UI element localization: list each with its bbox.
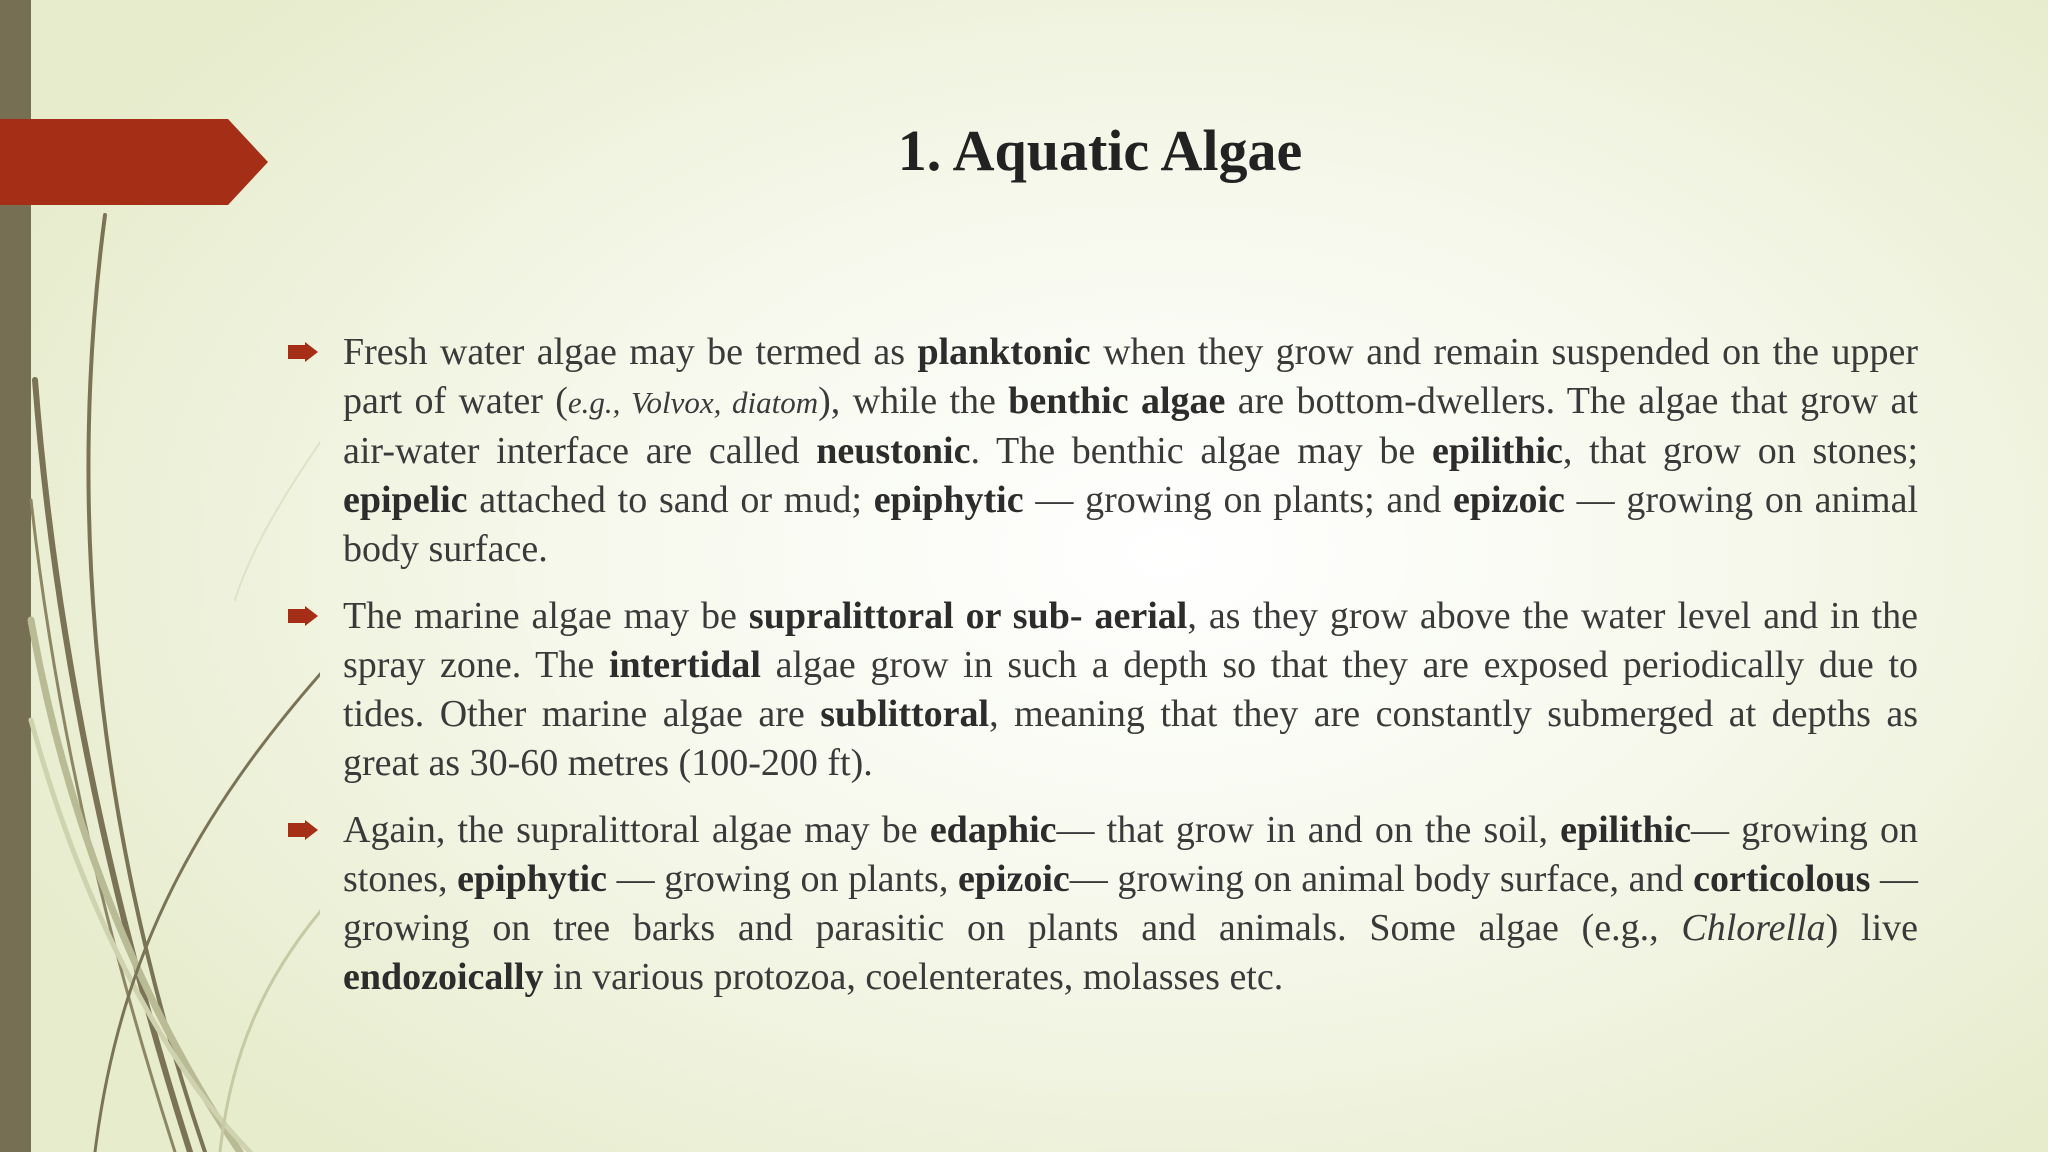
key-term: epiphytic bbox=[457, 858, 608, 900]
text-run: , meaning that they are constantly submerged at depths as great as 30-60 metres (100-200 ft). bbox=[343, 693, 1918, 784]
text-run: , that grow on stones; bbox=[1562, 430, 1918, 472]
text-run: — growing on stones, bbox=[343, 809, 1918, 900]
key-term: supralittoral or sub- aerial bbox=[748, 595, 1188, 637]
bullet-text bbox=[343, 806, 1918, 1002]
arrow-bullet-icon bbox=[288, 820, 318, 840]
key-term: epilithic bbox=[1560, 809, 1692, 851]
text-run: algae grow in such a depth so that they are exposed periodically due to tides. Other marine algae are bbox=[343, 644, 1919, 735]
key-term: epipelic bbox=[343, 479, 468, 521]
bullet-item bbox=[288, 806, 1918, 1002]
key-term: epizoic bbox=[957, 858, 1070, 900]
key-term: benthic algae bbox=[1008, 380, 1226, 422]
text-run: . The benthic algae may be bbox=[970, 430, 1433, 472]
text-run: ) live bbox=[1825, 907, 1918, 949]
bullet-item bbox=[288, 328, 1918, 574]
text-run: in various protozoa, coelenterates, molasses etc. bbox=[543, 956, 1284, 998]
text-run: are bottom-dwellers. The algae that grow at air-water interface are called bbox=[343, 380, 1918, 472]
key-term: endozoically bbox=[343, 956, 544, 998]
key-term: epiphytic bbox=[873, 479, 1024, 521]
bullet-list bbox=[288, 328, 1918, 1020]
text-run: when they grow and remain suspended on the upper part of water ( bbox=[343, 331, 1918, 422]
text-run: ), while the bbox=[818, 380, 1009, 422]
key-term: intertidal bbox=[608, 644, 761, 686]
key-term: epizoic bbox=[1453, 479, 1565, 521]
text-run: — growing on animal body surface. bbox=[343, 479, 1919, 570]
text-run: — growing on tree barks and parasitic on plants and animals. Some algae (e.g., bbox=[343, 858, 1919, 949]
bullet-text bbox=[343, 592, 1918, 788]
text-run: Chlorella bbox=[1681, 907, 1826, 949]
title-accent-tab bbox=[0, 119, 270, 205]
key-term: corticolous bbox=[1693, 858, 1871, 900]
key-term: edaphic bbox=[929, 809, 1057, 851]
key-term: neustonic bbox=[816, 430, 971, 472]
text-run: attached to sand or mud; bbox=[467, 479, 874, 521]
text-run: , as they grow above the water level and in the spray zone. The bbox=[343, 595, 1918, 686]
text-run: — that grow in and on the soil, bbox=[1056, 809, 1561, 851]
text-run: Again, the supralittoral algae may be bbox=[343, 809, 930, 851]
text-run: The marine algae may be bbox=[343, 595, 749, 637]
key-term: planktonic bbox=[917, 331, 1091, 373]
key-term: epilithic bbox=[1432, 430, 1563, 472]
text-run: Fresh water algae may be termed as bbox=[343, 331, 918, 373]
bullet-item bbox=[288, 592, 1918, 788]
arrow-bullet-icon bbox=[288, 606, 318, 626]
arrow-bullet-icon bbox=[288, 342, 318, 362]
text-run: e.g., Volvox, diatom bbox=[567, 385, 819, 420]
text-run: — growing on animal body surface, and bbox=[1069, 858, 1694, 900]
text-run: — growing on plants, bbox=[607, 858, 958, 900]
text-run: — growing on plants; and bbox=[1023, 479, 1454, 521]
key-term: sublittoral bbox=[820, 693, 990, 735]
bullet-text bbox=[343, 328, 1918, 574]
slide-title: 1. Aquatic Algae bbox=[897, 118, 1303, 183]
